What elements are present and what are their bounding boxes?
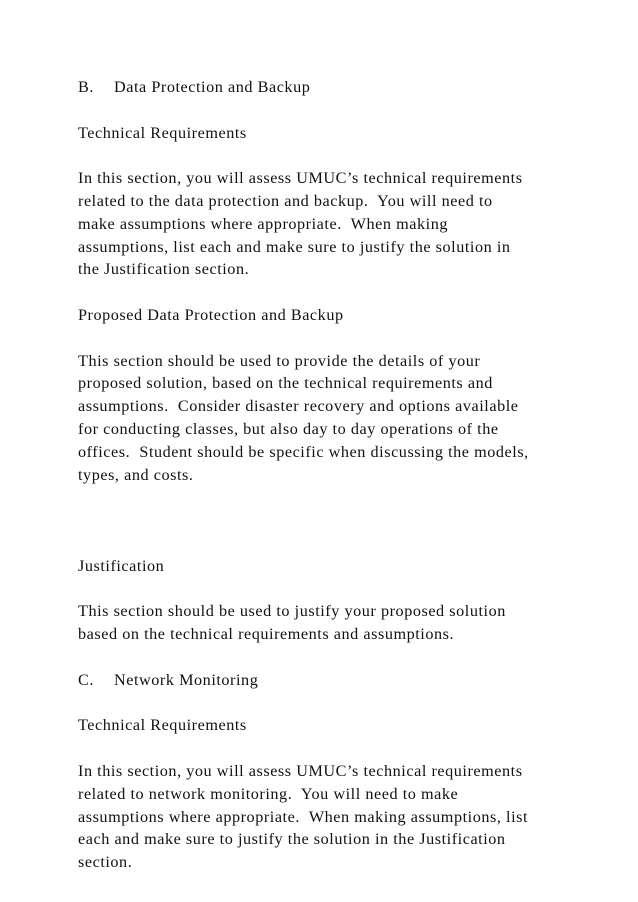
section-b-letter: B. xyxy=(78,78,94,96)
section-b-tech-req-paragraph xyxy=(78,167,578,281)
section-c-tech-req-paragraph xyxy=(78,760,578,874)
section-c-title: Network Monitoring xyxy=(114,670,259,689)
paragraph-line: make assumptions where appropriate. When making xyxy=(78,214,448,233)
section-b-justification-heading: Justification xyxy=(78,556,165,575)
paragraph-line: types, and costs. xyxy=(78,465,194,484)
section-b-title: Data Protection and Backup xyxy=(114,78,311,96)
section-b-proposed-paragraph xyxy=(78,350,578,487)
paragraph-line: related to network monitoring. You will need to make xyxy=(78,784,459,803)
paragraph-line: assumptions. Consider disaster recovery and options available xyxy=(78,397,519,416)
section-b-proposed-heading: Proposed Data Protection and Backup xyxy=(78,305,344,324)
section-b-justification-paragraph xyxy=(78,600,578,646)
paragraph-line: In this section, you will assess UMUC’s technical requirements xyxy=(78,169,523,188)
section-c-heading xyxy=(78,669,578,692)
paragraph-line: the Justification section. xyxy=(78,260,250,279)
document-page xyxy=(78,76,578,874)
paragraph-line: based on the technical requirements and assumptions. xyxy=(78,625,455,644)
paragraph-line: This section should be used to provide the details of your xyxy=(78,351,481,370)
paragraph-line: proposed solution, based on the technical requirements and xyxy=(78,374,493,393)
paragraph-line: section. xyxy=(78,853,133,872)
section-c-tech-req-heading: Technical Requirements xyxy=(78,716,247,735)
paragraph-line: for conducting classes, but also day to day operations of the xyxy=(78,419,499,438)
paragraph-line: related to the data protection and backup. You will need to xyxy=(78,191,493,210)
paragraph-line: This section should be used to justify your proposed solution xyxy=(78,602,506,621)
paragraph-line: each and make sure to justify the solution in the Justification xyxy=(78,830,506,849)
section-b-heading xyxy=(78,76,578,99)
paragraph-line: offices. Student should be specific when discussing the models, xyxy=(78,442,529,461)
section-b-tech-req-heading: Technical Requirements xyxy=(78,123,247,142)
paragraph-line: assumptions where appropriate. When making assumptions, list xyxy=(78,807,529,826)
section-c-letter: C. xyxy=(78,670,94,689)
paragraph-line: In this section, you will assess UMUC’s technical requirements xyxy=(78,761,523,780)
paragraph-line: assumptions, list each and make sure to justify the solution in xyxy=(78,237,511,256)
